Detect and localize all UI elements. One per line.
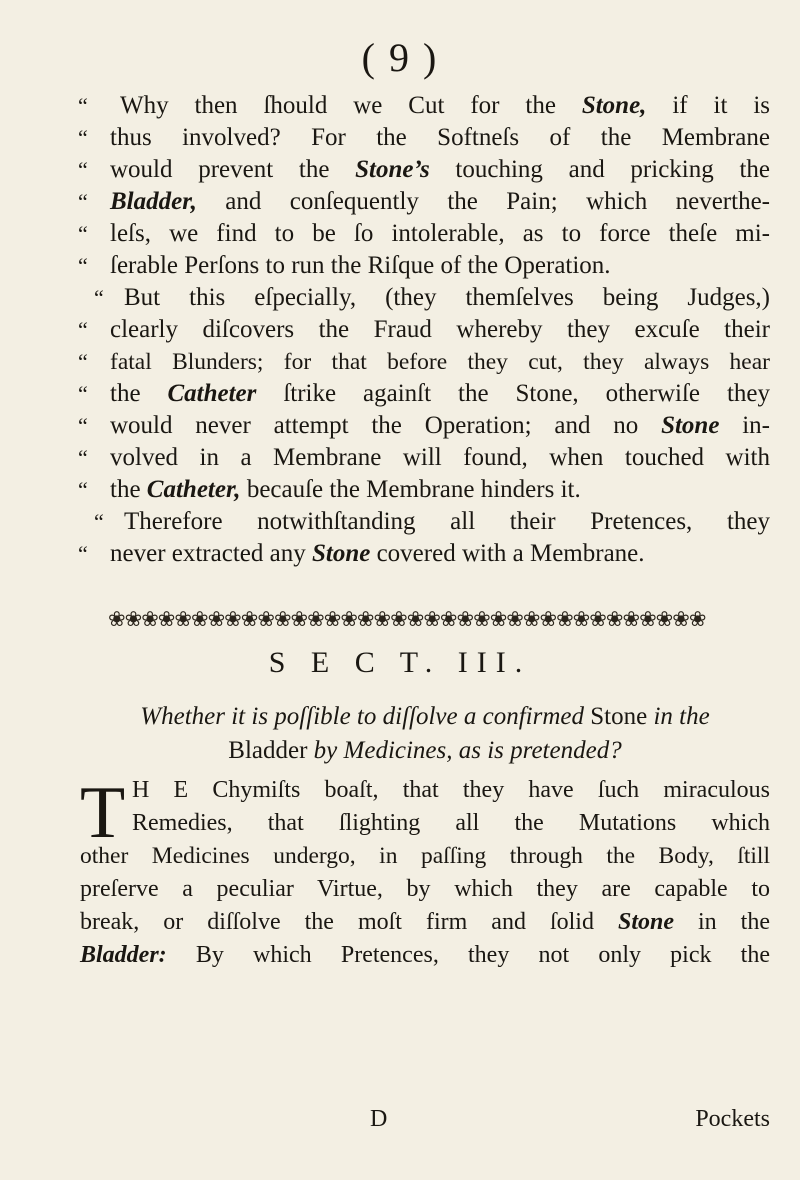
quote-mark: “ bbox=[78, 445, 88, 470]
text-run: becauſe the Membrane hinders it. bbox=[240, 476, 581, 503]
text-run: break, or diſſolve the moſt firm and ſolid bbox=[80, 909, 618, 935]
paragraph-1 bbox=[80, 90, 770, 282]
page-number: ( 9 ) bbox=[361, 35, 439, 80]
section-title-line-2 bbox=[80, 734, 770, 768]
text-run: leſs, we find to be ſo intolerable, as to force theſe mi- bbox=[110, 220, 770, 247]
title-run-roman: Stone bbox=[590, 703, 648, 730]
text-line bbox=[80, 506, 770, 538]
quote-mark: “ bbox=[78, 253, 88, 278]
italic-run: Catheter bbox=[167, 380, 257, 407]
quote-mark: “ bbox=[78, 125, 88, 150]
text-run: ſerable Perſons to run the Riſque of the Operation. bbox=[110, 252, 611, 279]
text-line bbox=[80, 474, 770, 506]
text-run: never extracted any bbox=[110, 540, 312, 567]
text-line bbox=[80, 807, 770, 840]
text-line bbox=[80, 346, 770, 378]
text-line bbox=[80, 939, 770, 972]
italic-run: Stone bbox=[617, 909, 674, 935]
text-line bbox=[80, 90, 770, 122]
text-run: in- bbox=[719, 412, 770, 439]
text-run: By which Pretences, they not only pick the bbox=[166, 942, 770, 968]
italic-run: Bladder: bbox=[80, 942, 167, 968]
quote-mark: “ bbox=[78, 349, 88, 374]
text-line bbox=[80, 186, 770, 218]
title-run: Whether it is poſſible to diſſolve a confirmed bbox=[140, 703, 591, 730]
italic-run: Catheter, bbox=[146, 476, 241, 503]
section-heading: S E C T. III. bbox=[268, 646, 532, 679]
text-run: But this eſpecially, (they themſelves being Judges,) bbox=[124, 284, 770, 311]
text-line bbox=[80, 218, 770, 250]
text-line bbox=[80, 774, 770, 807]
paragraph-3 bbox=[80, 506, 770, 570]
text-run: covered with a Membrane. bbox=[370, 540, 645, 567]
text-run: Why then ſhould we Cut for the bbox=[120, 92, 582, 119]
drop-cap: T bbox=[80, 772, 126, 854]
text-line bbox=[80, 906, 770, 939]
section-title-line-1 bbox=[80, 700, 770, 734]
text-line bbox=[80, 442, 770, 474]
text-run: would never attempt the Operation; and no bbox=[110, 412, 662, 439]
italic-run: Stone’s bbox=[355, 156, 430, 183]
text-run: Remedies, that ſlighting all the Mutations which bbox=[132, 810, 770, 836]
italic-run: Stone, bbox=[581, 92, 647, 119]
text-line bbox=[80, 840, 770, 873]
decorative-ornament-band: ❀❀❀❀❀❀❀❀❀❀❀❀❀❀❀❀❀❀❀❀❀❀❀❀❀❀❀❀❀❀❀❀❀❀❀❀ bbox=[108, 607, 706, 631]
text-run: the bbox=[110, 476, 147, 503]
quote-mark: “ bbox=[78, 93, 88, 118]
quote-mark: “ bbox=[78, 541, 88, 566]
quote-mark: “ bbox=[78, 477, 88, 502]
text-run: ſtrike againſt the Stone, otherwiſe they bbox=[256, 380, 770, 407]
quote-mark: “ bbox=[78, 317, 88, 342]
text-run: volved in a Membrane will found, when touched with bbox=[110, 444, 770, 471]
text-line bbox=[80, 314, 770, 346]
italic-run: Stone bbox=[661, 412, 720, 439]
quote-mark: “ bbox=[94, 509, 104, 534]
text-run: other Medicines undergo, in paſſing through the Body, ſtill bbox=[80, 843, 770, 869]
quote-mark: “ bbox=[78, 157, 88, 182]
text-run: touching and pricking the bbox=[429, 156, 770, 183]
quote-mark: “ bbox=[94, 285, 104, 310]
paragraph-2 bbox=[80, 282, 770, 506]
text-line bbox=[80, 122, 770, 154]
quote-mark: “ bbox=[78, 381, 88, 406]
page-footer bbox=[80, 1103, 770, 1135]
title-run: by Medicines, as is pretended? bbox=[307, 737, 622, 764]
text-line bbox=[80, 250, 770, 282]
catchword: Pockets bbox=[695, 1106, 770, 1132]
quote-mark: “ bbox=[78, 189, 88, 214]
text-run: the bbox=[110, 380, 168, 407]
title-run: in the bbox=[647, 703, 710, 730]
text-run: would prevent the bbox=[110, 156, 356, 183]
signature-mark: D bbox=[370, 1106, 388, 1132]
text-line bbox=[80, 538, 770, 570]
italic-run: Bladder, bbox=[110, 188, 197, 215]
text-run: H E Chymiſts boaſt, that they have ſuch miraculous bbox=[132, 777, 770, 803]
text-line bbox=[80, 378, 770, 410]
text-run: and conſequently the Pain; which neverthe- bbox=[196, 188, 770, 215]
text-run: if it is bbox=[646, 92, 770, 119]
quote-mark: “ bbox=[78, 221, 88, 246]
text-run: Therefore notwithſtanding all their Pretences, they bbox=[124, 508, 770, 535]
quote-mark: “ bbox=[78, 413, 88, 438]
text-line bbox=[80, 410, 770, 442]
text-run: thus involved? For the Softneſs of the Membrane bbox=[110, 124, 770, 151]
section-body bbox=[80, 774, 770, 972]
text-line bbox=[80, 154, 770, 186]
italic-run: Stone bbox=[311, 540, 371, 567]
text-run: in the bbox=[673, 909, 770, 935]
title-run-roman: Bladder bbox=[228, 737, 308, 764]
text-run: fatal Blunders; for that before they cut, they always hear bbox=[110, 349, 770, 375]
text-run: clearly diſcovers the Fraud whereby they excuſe their bbox=[110, 316, 770, 343]
text-line bbox=[80, 282, 770, 314]
text-line bbox=[80, 873, 770, 906]
text-run: preſerve a peculiar Virtue, by which they are capable to bbox=[80, 876, 770, 902]
